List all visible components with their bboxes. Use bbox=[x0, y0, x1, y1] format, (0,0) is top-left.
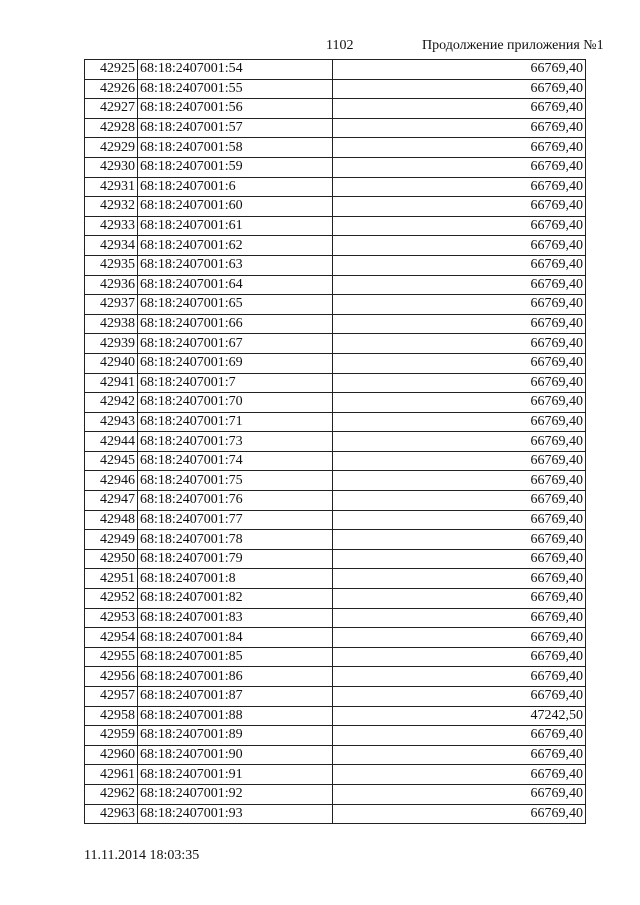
cadastral-number: 68:18:2407001:62 bbox=[138, 236, 333, 256]
row-number: 42950 bbox=[85, 549, 138, 569]
row-number: 42952 bbox=[85, 589, 138, 609]
table-row bbox=[85, 608, 586, 628]
row-number: 42963 bbox=[85, 804, 138, 824]
row-number: 42927 bbox=[85, 99, 138, 119]
cadastral-number: 68:18:2407001:66 bbox=[138, 314, 333, 334]
table-row bbox=[85, 432, 586, 452]
cadastral-value: 66769,40 bbox=[333, 177, 586, 197]
cadastral-value: 66769,40 bbox=[333, 60, 586, 80]
table-body bbox=[85, 60, 586, 824]
cadastral-table bbox=[84, 59, 586, 824]
cadastral-value: 66769,40 bbox=[333, 549, 586, 569]
row-number: 42949 bbox=[85, 530, 138, 550]
cadastral-value: 66769,40 bbox=[333, 334, 586, 354]
table-row bbox=[85, 628, 586, 648]
cadastral-number: 68:18:2407001:78 bbox=[138, 530, 333, 550]
row-number: 42926 bbox=[85, 79, 138, 99]
cadastral-value: 66769,40 bbox=[333, 236, 586, 256]
row-number: 42931 bbox=[85, 177, 138, 197]
row-number: 42962 bbox=[85, 784, 138, 804]
cadastral-number: 68:18:2407001:77 bbox=[138, 510, 333, 530]
cadastral-value: 66769,40 bbox=[333, 608, 586, 628]
row-number: 42935 bbox=[85, 255, 138, 275]
cadastral-value: 66769,40 bbox=[333, 79, 586, 99]
cadastral-value: 66769,40 bbox=[333, 353, 586, 373]
cadastral-value: 66769,40 bbox=[333, 451, 586, 471]
cadastral-number: 68:18:2407001:86 bbox=[138, 667, 333, 687]
cadastral-value: 66769,40 bbox=[333, 628, 586, 648]
cadastral-value: 66769,40 bbox=[333, 255, 586, 275]
table-row bbox=[85, 726, 586, 746]
table-row bbox=[85, 706, 586, 726]
table-row bbox=[85, 236, 586, 256]
table-row bbox=[85, 412, 586, 432]
cadastral-value: 66769,40 bbox=[333, 99, 586, 119]
row-number: 42948 bbox=[85, 510, 138, 530]
cadastral-number: 68:18:2407001:88 bbox=[138, 706, 333, 726]
cadastral-number: 68:18:2407001:69 bbox=[138, 353, 333, 373]
table-row bbox=[85, 569, 586, 589]
cadastral-value: 66769,40 bbox=[333, 197, 586, 217]
table-row bbox=[85, 804, 586, 824]
table-row bbox=[85, 79, 586, 99]
row-number: 42938 bbox=[85, 314, 138, 334]
cadastral-value: 66769,40 bbox=[333, 647, 586, 667]
cadastral-value: 66769,40 bbox=[333, 589, 586, 609]
row-number: 42957 bbox=[85, 687, 138, 707]
table-row bbox=[85, 687, 586, 707]
row-number: 42936 bbox=[85, 275, 138, 295]
row-number: 42939 bbox=[85, 334, 138, 354]
cadastral-value: 66769,40 bbox=[333, 510, 586, 530]
table-row bbox=[85, 589, 586, 609]
row-number: 42954 bbox=[85, 628, 138, 648]
cadastral-number: 68:18:2407001:7 bbox=[138, 373, 333, 393]
cadastral-number: 68:18:2407001:73 bbox=[138, 432, 333, 452]
table-row bbox=[85, 314, 586, 334]
cadastral-value: 66769,40 bbox=[333, 314, 586, 334]
cadastral-value: 66769,40 bbox=[333, 745, 586, 765]
cadastral-number: 68:18:2407001:76 bbox=[138, 491, 333, 511]
cadastral-number: 68:18:2407001:54 bbox=[138, 60, 333, 80]
cadastral-value: 66769,40 bbox=[333, 138, 586, 158]
cadastral-number: 68:18:2407001:91 bbox=[138, 765, 333, 785]
table-row bbox=[85, 471, 586, 491]
table-row bbox=[85, 393, 586, 413]
cadastral-value: 66769,40 bbox=[333, 432, 586, 452]
table-row bbox=[85, 647, 586, 667]
cadastral-number: 68:18:2407001:56 bbox=[138, 99, 333, 119]
cadastral-number: 68:18:2407001:70 bbox=[138, 393, 333, 413]
table-row bbox=[85, 99, 586, 119]
cadastral-number: 68:18:2407001:61 bbox=[138, 216, 333, 236]
table-row bbox=[85, 353, 586, 373]
cadastral-value: 66769,40 bbox=[333, 491, 586, 511]
cadastral-number: 68:18:2407001:82 bbox=[138, 589, 333, 609]
row-number: 42945 bbox=[85, 451, 138, 471]
cadastral-value: 66769,40 bbox=[333, 471, 586, 491]
row-number: 42944 bbox=[85, 432, 138, 452]
table-row bbox=[85, 765, 586, 785]
row-number: 42955 bbox=[85, 647, 138, 667]
row-number: 42961 bbox=[85, 765, 138, 785]
table-row bbox=[85, 491, 586, 511]
cadastral-number: 68:18:2407001:85 bbox=[138, 647, 333, 667]
row-number: 42930 bbox=[85, 157, 138, 177]
cadastral-number: 68:18:2407001:63 bbox=[138, 255, 333, 275]
table-row bbox=[85, 275, 586, 295]
footer-timestamp: 11.11.2014 18:03:35 bbox=[84, 848, 200, 863]
cadastral-number: 68:18:2407001:64 bbox=[138, 275, 333, 295]
cadastral-number: 68:18:2407001:74 bbox=[138, 451, 333, 471]
row-number: 42947 bbox=[85, 491, 138, 511]
row-number: 42943 bbox=[85, 412, 138, 432]
table-row bbox=[85, 138, 586, 158]
table-row bbox=[85, 60, 586, 80]
cadastral-value: 66769,40 bbox=[333, 687, 586, 707]
page-number: 1102 bbox=[326, 38, 354, 53]
row-number: 42937 bbox=[85, 295, 138, 315]
cadastral-number: 68:18:2407001:60 bbox=[138, 197, 333, 217]
row-number: 42946 bbox=[85, 471, 138, 491]
row-number: 42956 bbox=[85, 667, 138, 687]
cadastral-value: 66769,40 bbox=[333, 295, 586, 315]
table-row bbox=[85, 549, 586, 569]
table-row bbox=[85, 530, 586, 550]
cadastral-number: 68:18:2407001:92 bbox=[138, 784, 333, 804]
cadastral-number: 68:18:2407001:57 bbox=[138, 118, 333, 138]
table-row bbox=[85, 255, 586, 275]
cadastral-number: 68:18:2407001:84 bbox=[138, 628, 333, 648]
cadastral-number: 68:18:2407001:58 bbox=[138, 138, 333, 158]
row-number: 42951 bbox=[85, 569, 138, 589]
cadastral-value: 66769,40 bbox=[333, 765, 586, 785]
cadastral-value: 66769,40 bbox=[333, 275, 586, 295]
cadastral-value: 47242,50 bbox=[333, 706, 586, 726]
table-row bbox=[85, 197, 586, 217]
row-number: 42940 bbox=[85, 353, 138, 373]
table-row bbox=[85, 451, 586, 471]
cadastral-value: 66769,40 bbox=[333, 784, 586, 804]
row-number: 42925 bbox=[85, 60, 138, 80]
cadastral-value: 66769,40 bbox=[333, 216, 586, 236]
cadastral-value: 66769,40 bbox=[333, 667, 586, 687]
row-number: 42958 bbox=[85, 706, 138, 726]
cadastral-number: 68:18:2407001:75 bbox=[138, 471, 333, 491]
table-row bbox=[85, 118, 586, 138]
cadastral-number: 68:18:2407001:67 bbox=[138, 334, 333, 354]
cadastral-value: 66769,40 bbox=[333, 412, 586, 432]
cadastral-number: 68:18:2407001:8 bbox=[138, 569, 333, 589]
cadastral-value: 66769,40 bbox=[333, 569, 586, 589]
row-number: 42941 bbox=[85, 373, 138, 393]
cadastral-number: 68:18:2407001:83 bbox=[138, 608, 333, 628]
row-number: 42959 bbox=[85, 726, 138, 746]
row-number: 42942 bbox=[85, 393, 138, 413]
table-row bbox=[85, 216, 586, 236]
table-row bbox=[85, 373, 586, 393]
cadastral-number: 68:18:2407001:90 bbox=[138, 745, 333, 765]
cadastral-number: 68:18:2407001:65 bbox=[138, 295, 333, 315]
cadastral-value: 66769,40 bbox=[333, 118, 586, 138]
table-row bbox=[85, 177, 586, 197]
row-number: 42928 bbox=[85, 118, 138, 138]
table-row bbox=[85, 157, 586, 177]
cadastral-number: 68:18:2407001:6 bbox=[138, 177, 333, 197]
cadastral-value: 66769,40 bbox=[333, 804, 586, 824]
cadastral-value: 66769,40 bbox=[333, 393, 586, 413]
cadastral-number: 68:18:2407001:71 bbox=[138, 412, 333, 432]
cadastral-number: 68:18:2407001:93 bbox=[138, 804, 333, 824]
cadastral-value: 66769,40 bbox=[333, 157, 586, 177]
cadastral-value: 66769,40 bbox=[333, 373, 586, 393]
cadastral-number: 68:18:2407001:89 bbox=[138, 726, 333, 746]
cadastral-value: 66769,40 bbox=[333, 530, 586, 550]
continuation-note: Продолжение приложения №1 bbox=[422, 38, 604, 53]
row-number: 42933 bbox=[85, 216, 138, 236]
row-number: 42934 bbox=[85, 236, 138, 256]
table-row bbox=[85, 334, 586, 354]
cadastral-number: 68:18:2407001:59 bbox=[138, 157, 333, 177]
row-number: 42929 bbox=[85, 138, 138, 158]
cadastral-number: 68:18:2407001:87 bbox=[138, 687, 333, 707]
table-row bbox=[85, 745, 586, 765]
row-number: 42953 bbox=[85, 608, 138, 628]
table-row bbox=[85, 510, 586, 530]
cadastral-number: 68:18:2407001:79 bbox=[138, 549, 333, 569]
table-row bbox=[85, 295, 586, 315]
table-row bbox=[85, 667, 586, 687]
cadastral-value: 66769,40 bbox=[333, 726, 586, 746]
row-number: 42932 bbox=[85, 197, 138, 217]
table-row bbox=[85, 784, 586, 804]
cadastral-number: 68:18:2407001:55 bbox=[138, 79, 333, 99]
row-number: 42960 bbox=[85, 745, 138, 765]
